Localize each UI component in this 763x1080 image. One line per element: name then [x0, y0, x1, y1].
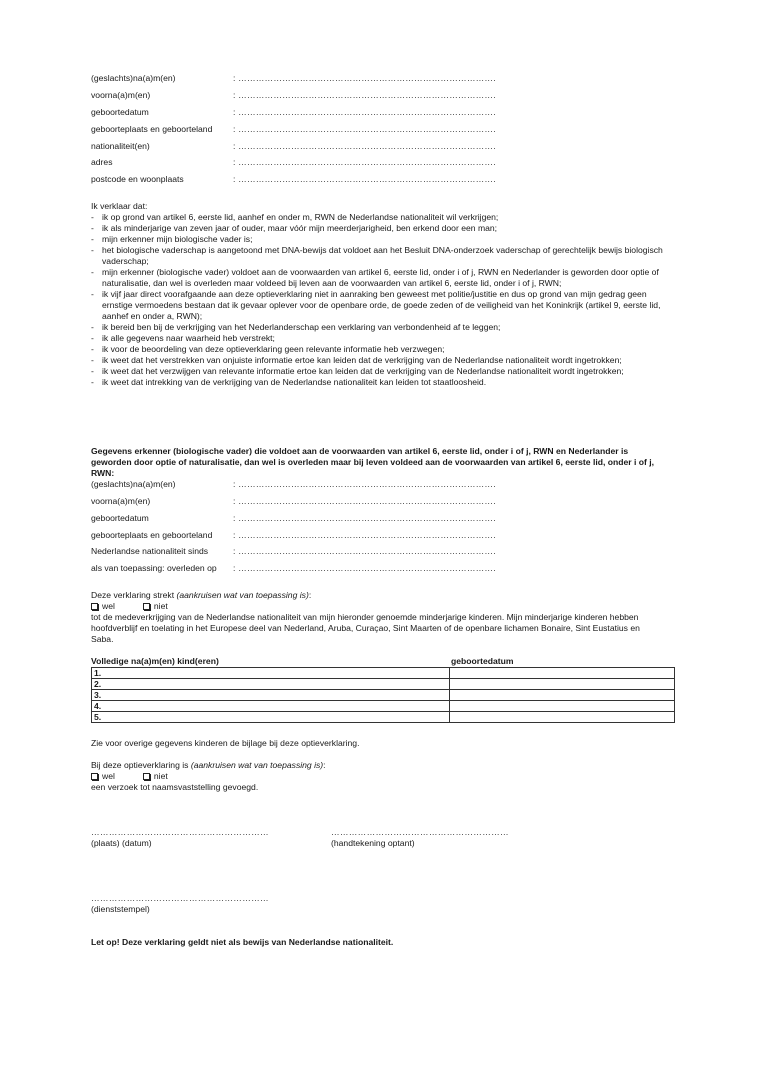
field-dots: : …………………………………………………………………………….	[233, 124, 496, 134]
field-birth-place[interactable]	[91, 124, 531, 136]
field-first-names[interactable]	[91, 90, 531, 102]
father-field-deceased-on[interactable]	[91, 563, 531, 575]
checkbox-icon	[143, 773, 150, 780]
child-date-cell[interactable]	[450, 679, 675, 690]
declaration-item: - ik weet dat het verzwijgen van relevante informatie ertoe kan leiden dat de verkrijging van de Nederlandse nationaliteit wordt ingetrokken;	[91, 366, 624, 376]
field-dots: : …………………………………………………………………………….	[233, 73, 496, 83]
declaration-item: - ik bereid ben bij de verkrijging van het Nederlanderschap een verklaring van verbondenheid af te leggen;	[91, 322, 501, 332]
declaration-item: - ik weet dat het verstrekken van onjuiste informatie ertoe kan leiden dat de verkrijging van de Nederlandse nationaliteit wordt ingetrokken;	[91, 355, 622, 365]
declaration-item: - het biologische vaderschap is aangetoond met DNA-bewijs dat voldoet aan het Besluit DNA-onderzoek vaderschap of gerechtelijk bewijs biologisch vaderschap;	[91, 245, 663, 266]
signature-label: (handtekening optant)	[331, 838, 415, 848]
place-date-label: (plaats) (datum)	[91, 838, 152, 848]
field-dots: : …………………………………………………………………………….	[233, 546, 496, 556]
checkbox-icon	[91, 603, 98, 610]
child-name-cell[interactable]: 1.	[92, 668, 450, 679]
name-request-text: een verzoek tot naamsvaststelling gevoegd.	[91, 782, 259, 792]
field-dots: : …………………………………………………………………………….	[233, 496, 496, 506]
extends-section	[91, 590, 663, 645]
father-field-first-names[interactable]	[91, 496, 531, 508]
table-row[interactable]	[92, 712, 675, 723]
father-field-surname[interactable]	[91, 479, 531, 491]
field-label: (geslachts)na(a)m(en)	[91, 73, 176, 83]
field-label: adres	[91, 157, 113, 167]
name-request-options	[91, 771, 663, 782]
signature-line[interactable]: ……………………………………………………	[331, 827, 509, 837]
field-dots: : …………………………………………………………………………….	[233, 530, 496, 540]
field-birth-date[interactable]	[91, 107, 531, 119]
field-label: nationaliteit(en)	[91, 141, 150, 151]
field-label: voorna(a)m(en)	[91, 496, 151, 506]
stamp-label: (dienststempel)	[91, 904, 150, 914]
field-label: Nederlandse nationaliteit sinds	[91, 546, 209, 556]
field-dots: : …………………………………………………………………………….	[233, 157, 496, 167]
field-dots: : …………………………………………………………………………….	[233, 513, 496, 523]
field-address[interactable]	[91, 157, 531, 169]
declaration-intro: Ik verklaar dat:	[91, 201, 148, 211]
name-request-niet-checkbox[interactable]: niet	[143, 771, 168, 782]
declaration-list	[91, 212, 663, 388]
children-col-date-header: geboortedatum	[451, 656, 514, 666]
extends-text: tot de medeverkrijging van de Nederlandse nationaliteit van mijn hieronder genoemde minderjarige kinderen. Mijn minderjarige kinderen hebben hoofdverblijf en toelating in het Europese deel van Nederland, Aruba, Curaçao, Sint Maarten of de openbare lichamen Bonaire, Sint Eustatius en Saba.	[91, 612, 640, 644]
field-dots: : …………………………………………………………………………….	[233, 107, 496, 117]
extends-options	[91, 601, 663, 612]
checkbox-icon	[91, 773, 98, 780]
child-name-cell[interactable]: 5.	[92, 712, 450, 723]
stamp-line[interactable]: ……………………………………………………	[91, 893, 269, 903]
name-request-section	[91, 760, 663, 793]
child-name-cell[interactable]: 4.	[92, 701, 450, 712]
field-label: voorna(a)m(en)	[91, 90, 151, 100]
field-label: postcode en woonplaats	[91, 174, 184, 184]
field-dots: : …………………………………………………………………………….	[233, 563, 496, 573]
children-note: Zie voor overige gegevens kinderen de bijlage bij deze optieverklaring.	[91, 738, 360, 748]
children-col-name-header: Volledige na(a)m(en) kind(eren)	[91, 656, 219, 666]
field-surname[interactable]	[91, 73, 531, 85]
declaration-item: - ik als minderjarige van zeven jaar of ouder, maar vóór mijn meerderjarigheid, ben erkend door een man;	[91, 223, 498, 233]
field-dots: : …………………………………………………………………………….	[233, 174, 496, 184]
field-dots: : …………………………………………………………………………….	[233, 90, 496, 100]
declaration-item: - ik vijf jaar direct voorafgaande aan deze optieverklaring niet in aanraking ben geweest met politie/justitie en dus op grond van mijn gedrag geen ernstige vermoedens bestaan dat ik gevaar oplever voor de openbare orde, de goede zeden of de veiligheid van het Koninkrijk (artikel 9, eerste lid, aanhef en onder a, RWN);	[91, 289, 661, 321]
child-date-cell[interactable]	[450, 701, 675, 712]
child-date-cell[interactable]	[450, 690, 675, 701]
child-date-cell[interactable]	[450, 712, 675, 723]
children-table	[91, 667, 675, 723]
field-label: geboortedatum	[91, 107, 149, 117]
table-row[interactable]	[92, 679, 675, 690]
table-row[interactable]	[92, 701, 675, 712]
declaration	[91, 201, 663, 388]
field-label: geboorteplaats en geboorteland	[91, 124, 213, 134]
extends-niet-checkbox[interactable]: niet	[143, 601, 168, 612]
checkbox-icon	[143, 603, 150, 610]
field-postcode-city[interactable]	[91, 174, 531, 186]
child-name-cell[interactable]: 3.	[92, 690, 450, 701]
father-heading: Gegevens erkenner (biologische vader) die voldoet aan de voorwaarden van artikel 6, eerste lid, onder i of j, RWN en Nederlander is geworden door optie of naturalisatie, dan wel is overleden maar bij leven voldeed aan de voorwaarden van artikel 6, eerste lid, onder i of j, RWN:	[91, 446, 655, 478]
declaration-item: - ik op grond van artikel 6, eerste lid, aanhef en onder m, RWN de Nederlandse nationaliteit wil verkrijgen;	[91, 212, 499, 222]
table-row[interactable]	[92, 690, 675, 701]
declaration-item: - mijn erkenner (biologische vader) voldoet aan de voorwaarden van artikel 6, eerste lid, onder i of j, RWN en Nederlander is geworden door optie of naturalisatie, dan wel is overleden maar voldeed bij leven aan de voorwaarden van artikel 6, eerste lid, onder i of j, RWN;	[91, 267, 659, 288]
father-field-birth-date[interactable]	[91, 513, 531, 525]
extends-wel-checkbox[interactable]: wel	[91, 601, 115, 612]
name-request-intro: Bij deze optieverklaring is (aankruisen wat van toepassing is):	[91, 760, 326, 770]
declaration-item: - ik weet dat intrekking van de verkrijging van de Nederlandse nationaliteit kan leiden tot staatloosheid.	[91, 377, 487, 387]
name-request-wel-checkbox[interactable]: wel	[91, 771, 115, 782]
child-date-cell[interactable]	[450, 668, 675, 679]
field-label: (geslachts)na(a)m(en)	[91, 479, 176, 489]
footer-warning: Let op! Deze verklaring geldt niet als bewijs van Nederlandse nationaliteit.	[91, 937, 394, 947]
field-dots: : …………………………………………………………………………….	[233, 141, 496, 151]
declaration-item: - ik alle gegevens naar waarheid heb verstrekt;	[91, 333, 275, 343]
child-name-cell[interactable]: 2.	[92, 679, 450, 690]
place-date-line[interactable]: ……………………………………………………	[91, 827, 269, 837]
field-label: als van toepassing: overleden op	[91, 563, 217, 573]
declaration-item: - mijn erkenner mijn biologische vader is;	[91, 234, 253, 244]
extends-intro: Deze verklaring strekt (aankruisen wat van toepassing is):	[91, 590, 312, 600]
declaration-item: - ik voor de beoordeling van deze optieverklaring geen relevante informatie heb verzwegen;	[91, 344, 445, 354]
field-dots: : …………………………………………………………………………….	[233, 479, 496, 489]
table-row[interactable]	[92, 668, 675, 679]
father-field-nationality-since[interactable]	[91, 546, 531, 558]
field-nationality[interactable]	[91, 141, 531, 153]
field-label: geboorteplaats en geboorteland	[91, 530, 213, 540]
father-field-birth-place[interactable]	[91, 530, 531, 542]
field-label: geboortedatum	[91, 513, 149, 523]
